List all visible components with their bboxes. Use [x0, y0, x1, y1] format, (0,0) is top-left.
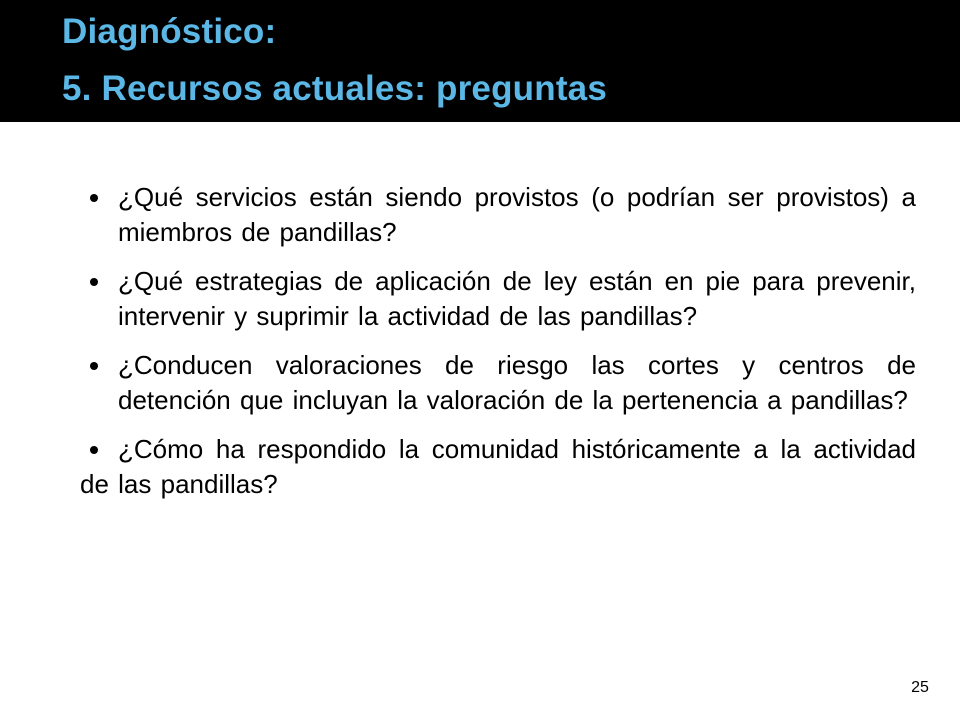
slide-title-line-2: 5. Recursos actuales: preguntas: [62, 69, 608, 108]
slide-title-line-1: Diagnóstico:: [62, 12, 277, 51]
bullet-list: [80, 180, 916, 516]
bullet-dot-icon: [90, 278, 98, 286]
slide-number: 25: [911, 679, 929, 696]
bullet-text: ¿Qué estrategias de aplicación de ley están en pie para prevenir, intervenir y suprimir la actividad de las pandillas?: [118, 266, 916, 331]
bullet-item: [80, 180, 916, 249]
bullet-text: ¿Qué servicios están siendo provistos (o podrían ser provistos) a miembros de pandillas?: [118, 182, 916, 247]
bullet-dot-icon: [90, 194, 98, 202]
bullet-item: [80, 432, 916, 501]
bullet-text: ¿Conducen valoraciones de riesgo las cortes y centros de detención que incluyan la valoración de la pertenencia a pandillas?: [118, 350, 916, 415]
bullet-item: [80, 348, 916, 417]
title-bar: [0, 0, 960, 122]
bullet-item: [80, 264, 916, 333]
bullet-text: ¿Cómo ha respondido la comunidad históricamente a la actividad de las pandillas?: [80, 434, 916, 499]
bullet-dot-icon: [90, 446, 98, 454]
bullet-dot-icon: [90, 362, 98, 370]
